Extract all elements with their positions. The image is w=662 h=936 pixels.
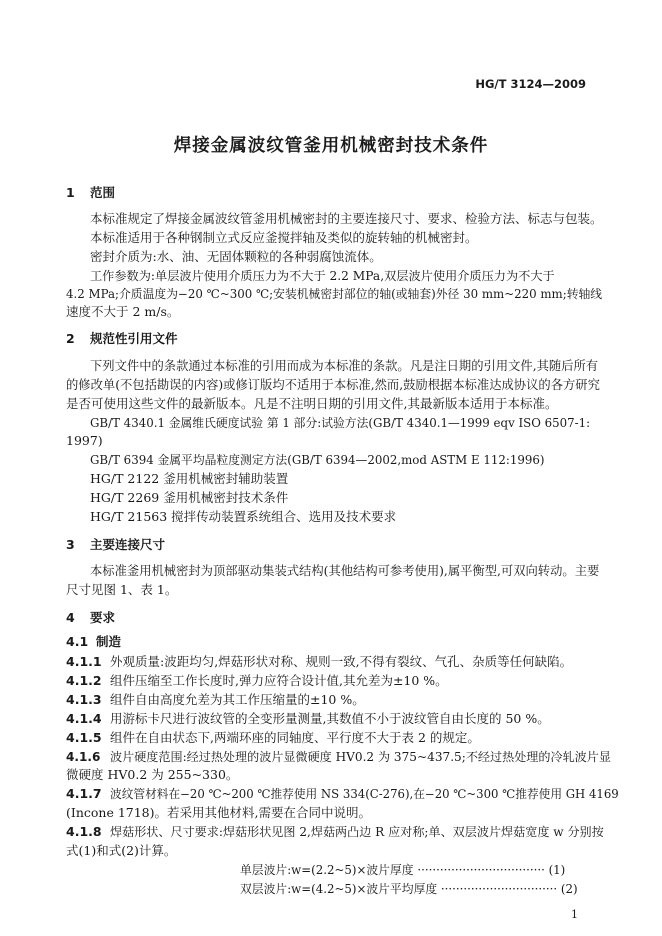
section-2-heading: 2 规范性引用文件	[66, 331, 178, 346]
page-number: 1	[571, 908, 578, 921]
sec1-para-4-line-2: 4.2 MPa;介质温度为−20 ℃~300 ℃;安装机械密封部位的轴(或轴套)外径 30 mm~220 mm;转轴线	[66, 287, 603, 301]
section-4-heading: 4 要求	[66, 610, 116, 625]
clause-4-1-6-line-2: 微硬度 HV0.2 为 255~330。	[66, 767, 239, 782]
reference-hg-21563: HG/T 21563 搅拌传动装置系统组合、选用及技术要求	[90, 509, 397, 524]
sec1-para-2: 本标准适用于各种钢制立式反应釜搅拌轴及类似的旋转轴的机械密封。	[90, 230, 478, 245]
clause-4-1-6-line-1: 4.1.6 波片硬度范围:经过热处理的波片显微硬度 HV0.2 为 375~437.5;不经过热处理的冷轧波片显	[66, 750, 611, 764]
section-3-heading: 3 主要连接尺寸	[66, 537, 166, 552]
clause-4-1-7-line-2: (Incone 1718)。若采用其他材料,需要在合同中说明。	[66, 805, 371, 820]
sec2-para-line-3: 是否可使用这些文件的最新版本。凡是不注明日期的引用文件,其最新版本适用于本标准。	[66, 396, 558, 411]
clause-4-1-1: 4.1.1 外观质量:波距均匀,焊菇形状对称、规则一致,不得有裂纹、气孔、杂质等任何缺陷。	[66, 654, 573, 669]
sec2-para-line-1: 下列文件中的条款通过本标准的引用而成为本标准的条款。凡是注日期的引用文件,其随后所有	[90, 359, 599, 373]
sec1-para-4-line-1: 工作参数为:单层波片使用介质压力为不大于 2.2 MPa,双层波片使用介质压力为不大于	[90, 269, 555, 283]
sec3-para-line-1: 本标准釜用机械密封为顶部驱动集装式结构(其他结构可参考使用),属平衡型,可双向转动。主要	[90, 564, 600, 578]
reference-gb-4340-line-1: GB/T 4340.1 金属维氏硬度试验 第 1 部分:试验方法(GB/T 4340.1—1999 eqv ISO 6507-1:	[90, 416, 591, 430]
formula-2: 双层波片:w=(4.2~5)×波片平均厚度 ······························· (2)	[240, 882, 578, 896]
reference-gb-4340-line-2: 1997)	[66, 433, 103, 448]
sec2-para-line-2: 的修改单(不包括勘误的内容)或修订版均不适用于本标准,然而,鼓励根据本标准达成协议的各方研究	[66, 378, 600, 392]
section-4-1-heading: 4.1 制造	[66, 634, 122, 649]
formula-1: 单层波片:w=(2.2~5)×波片厚度 ·································· (1)	[240, 863, 566, 877]
clause-4-1-8-line-1: 4.1.8 焊菇形状、尺寸要求:焊菇形状见图 2,焊菇两凸边 R 应对称;单、双层波片焊菇宽度 w 分别按	[66, 824, 604, 839]
section-1-heading: 1 范围	[66, 185, 116, 200]
clause-4-1-8-line-2: 式(1)和式(2)计算。	[66, 843, 177, 858]
clause-4-1-3: 4.1.3 组件自由高度允差为其工作压缩量的±10 %。	[66, 692, 365, 707]
reference-hg-2269: HG/T 2269 釜用机械密封技术条件	[90, 490, 289, 505]
clause-4-1-7-line-1: 4.1.7 波纹管材料在−20 ℃~200 ℃推荐使用 NS 334(C-276),在−20 ℃~300 ℃推荐使用 GH 4169	[66, 786, 619, 801]
reference-hg-2122: HG/T 2122 釜用机械密封辅助装置	[90, 471, 289, 486]
clause-4-1-2: 4.1.2 组件压缩至工作长度时,弹力应符合设计值,其允差为±10 %。	[66, 673, 448, 688]
sec1-para-1: 本标准规定了焊接金属波纹管釜用机械密封的主要连接尺寸、要求、检验方法、标志与包装。	[90, 211, 603, 226]
sec3-para-line-2: 尺寸见图 1、表 1。	[66, 582, 178, 597]
clause-4-1-5: 4.1.5 组件在自由状态下,两端环座的同轴度、平行度不大于表 2 的规定。	[66, 730, 480, 745]
sec1-para-3: 密封介质为:水、油、无固体颗粒的各种弱腐蚀流体。	[90, 249, 382, 264]
standard-code: HG/T 3124—2009	[475, 77, 586, 91]
clause-4-1-4: 4.1.4 用游标卡尺进行波纹管的全变形量测量,其数值不小于波纹管自由长度的 50 %。	[66, 711, 550, 726]
reference-gb-6394: GB/T 6394 金属平均晶粒度测定方法(GB/T 6394—2002,mod ASTM E 112:1996)	[90, 453, 545, 467]
sec1-para-4-line-3: 速度不大于 2 m/s。	[66, 304, 180, 319]
document-title: 焊接金属波纹管釜用机械密封技术条件	[173, 136, 489, 156]
